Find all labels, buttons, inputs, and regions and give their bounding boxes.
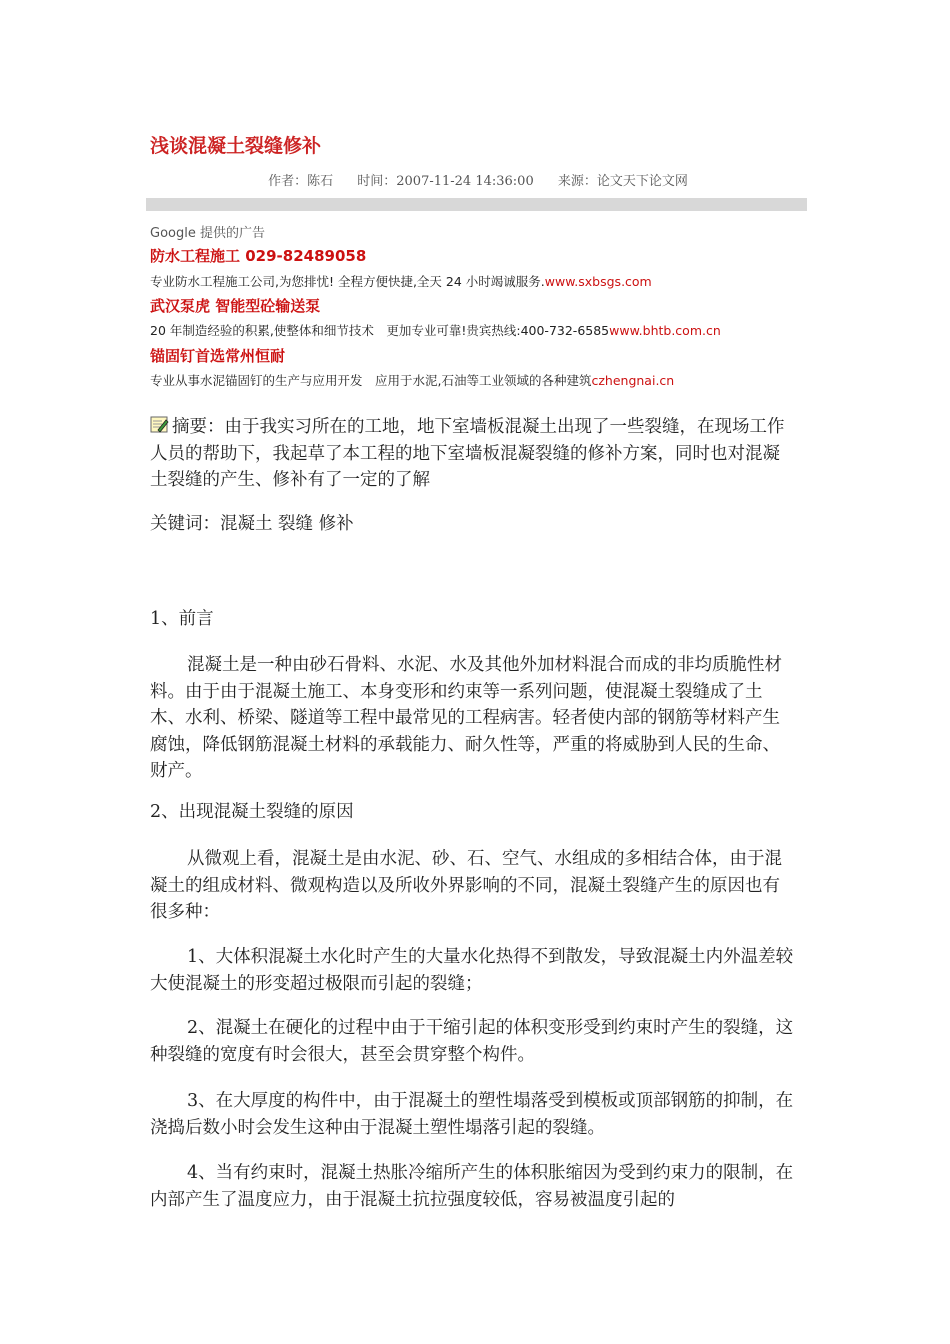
cause-4: 4、当有约束时，混凝土热胀冷缩所产生的体积胀缩因为受到约束力的限制，在内部产生了温度应力，由于混凝土抗拉强度较低，容易被温度引起的 [150, 1163, 794, 1210]
ad-desc-text: 专业防水工程施工公司,为您排忧! 全程方便快捷,全天 24 小时竭诚服务. [150, 274, 545, 289]
section-2-intro: 从微观上看，混凝土是由水泥、砂、石、空气、水组成的多相结合体，由于混凝土的组成材料、微观构造以及所收外界影响的不同，混凝土裂缝产生的原因也有很多种： [150, 849, 782, 922]
ad-url-2[interactable]: www.bhtb.com.cn [609, 323, 721, 338]
abstract-text: 摘要：由于我实习所在的工地，地下室墙板混凝土出现了一些裂缝，在现场工作人员的帮助下，我起草了本工程的地下室墙板混凝裂缝的修补方案，同时也对混凝土裂缝的产生、修补有了一定的了解 [150, 417, 785, 490]
ad-title-3[interactable]: 锚固钉首选常州恒耐 [150, 347, 286, 365]
section-heading-2: 2、出现混凝土裂缝的原因 [150, 802, 354, 822]
ad-desc-text: 20 年制造经验的积累,使整体和细节技术 更加专业可靠!贵宾热线:400-732-6585 [150, 323, 610, 338]
cause-1: 1、大体积混凝土水化时产生的大量水化热得不到散发，导致混凝土内外温差较大使混凝土的形变超过极限而引起的裂缝； [150, 947, 794, 994]
cause-2: 2、混凝土在硬化的过程中由于干缩引起的体积变形受到约束时产生的裂缝，这种裂缝的宽度有时会很大，甚至会贯穿整个构件。 [150, 1018, 794, 1065]
ad-url-3[interactable]: czhengnai.cn [591, 373, 675, 388]
ad-desc-1 [150, 272, 652, 290]
section-heading-1: 1、前言 [150, 609, 214, 629]
ads-label: Google 提供的广告 [150, 226, 265, 241]
ad-title-2[interactable]: 武汉泵虎 智能型砼输送泵 [150, 297, 321, 315]
ad-desc-text: 专业从事水泥锚固钉的生产与应用开发 应用于水泥,石油等工业领域的各种建筑 [150, 373, 592, 388]
section-1-paragraph: 混凝土是一种由砂石骨料、水泥、水及其他外加材料混合而成的非均质脆性材料。由于由于混凝土施工、本身变形和约束等一系列问题，使混凝土裂缝成了土木、水利、桥梁、隧道等工程中最常见的工程病害。轻者使内部的钢筋等材料产生腐蚀，降低钢筋混凝土材料的承载能力、耐久性等，严重的将威胁到人民的生命、财产。 [150, 655, 782, 781]
ad-title-1[interactable]: 防水工程施工 029-82489058 [150, 247, 367, 265]
cause-3: 3、在大厚度的构件中，由于混凝土的塑性塌落受到模板或顶部钢筋的抑制，在浇捣后数小时会发生这种由于混凝土塑性塌落引起的裂缝。 [150, 1091, 794, 1138]
pencil-note-icon [150, 416, 170, 434]
article-title: 浅谈混凝土裂缝修补 [150, 135, 322, 157]
author: 作者：陈石 [268, 174, 334, 189]
header-divider [146, 198, 807, 211]
source: 来源：论文天下论文网 [557, 174, 688, 189]
keywords: 关键词：混凝土 裂缝 修补 [150, 514, 354, 534]
ad-desc-2 [150, 321, 721, 339]
publish-time: 时间：2007-11-24 14:36:00 [357, 174, 534, 189]
ad-url-1[interactable]: www.sxbsgs.com [544, 274, 652, 289]
abstract-paragraph [150, 414, 795, 494]
article-meta [150, 170, 806, 189]
ad-desc-3 [150, 371, 674, 389]
